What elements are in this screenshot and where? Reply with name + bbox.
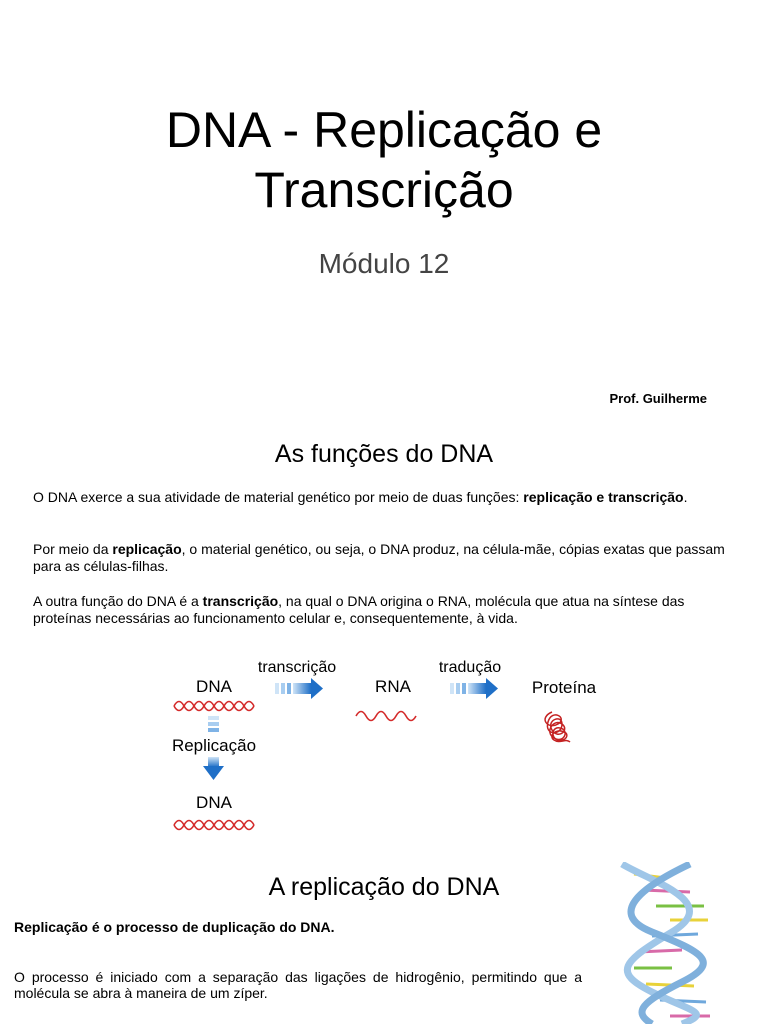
bold-term: replicação bbox=[112, 541, 182, 557]
author-name: Prof. Guilherme bbox=[609, 391, 707, 406]
bold-term: replicação e transcrição bbox=[523, 489, 684, 505]
text-run: A outra função do DNA é a bbox=[33, 593, 203, 609]
text-run: . bbox=[683, 489, 688, 505]
dna-label: DNA bbox=[196, 677, 232, 696]
replication-label: Replicação bbox=[171, 736, 257, 755]
bold-term: transcrição bbox=[202, 593, 279, 609]
text-run: , na qual o DNA origina o RNA, molécula que atua na síntese das proteínas necessárias ao funcionamento celular e, consequentemente, à vida. bbox=[33, 593, 685, 626]
replication-definition: Replicação é o processo de duplicação do DNA. bbox=[14, 919, 335, 935]
dna-copy-double-strand-icon bbox=[174, 821, 254, 830]
translation-label: tradução bbox=[438, 659, 502, 676]
dna-double-strand-icon bbox=[174, 702, 254, 711]
paragraph-functions bbox=[33, 489, 743, 506]
transcription-label: transcrição bbox=[257, 659, 337, 676]
title-line-2: Transcrição bbox=[254, 162, 514, 218]
section-heading-replication: A replicação do DNA bbox=[268, 873, 500, 901]
section-heading-functions: As funções do DNA bbox=[274, 440, 494, 468]
transcription-arrow-icon bbox=[275, 678, 323, 699]
paragraph-replication bbox=[33, 541, 743, 575]
translation-arrow-icon bbox=[450, 678, 498, 699]
rna-label: RNA bbox=[375, 677, 411, 696]
folded-protein-icon bbox=[545, 712, 570, 742]
text-run: , o material genético, ou seja, o DNA produz, na célula-mãe, cópias exatas que passam para as células-filhas. bbox=[33, 541, 725, 574]
slide-subtitle: Módulo 12 bbox=[318, 248, 450, 279]
title-line-1: DNA - Replicação e bbox=[165, 102, 603, 158]
rna-single-strand-icon bbox=[356, 712, 416, 721]
central-dogma-diagram bbox=[160, 650, 620, 840]
dna-helix-illustration bbox=[612, 862, 724, 1024]
replication-process-text: O processo é iniciado com a separação das ligações de hidrogênio, permitindo que a molécula se abra à maneira de um zíper. bbox=[14, 969, 582, 1001]
dna-copy-label: DNA bbox=[196, 793, 232, 812]
protein-label: Proteína bbox=[531, 678, 597, 697]
slide-title bbox=[0, 100, 768, 220]
text-run: Por meio da bbox=[33, 541, 113, 557]
paragraph-transcription bbox=[33, 593, 743, 627]
text-run: O DNA exerce a sua atividade de material genético por meio de duas funções: bbox=[33, 489, 524, 505]
